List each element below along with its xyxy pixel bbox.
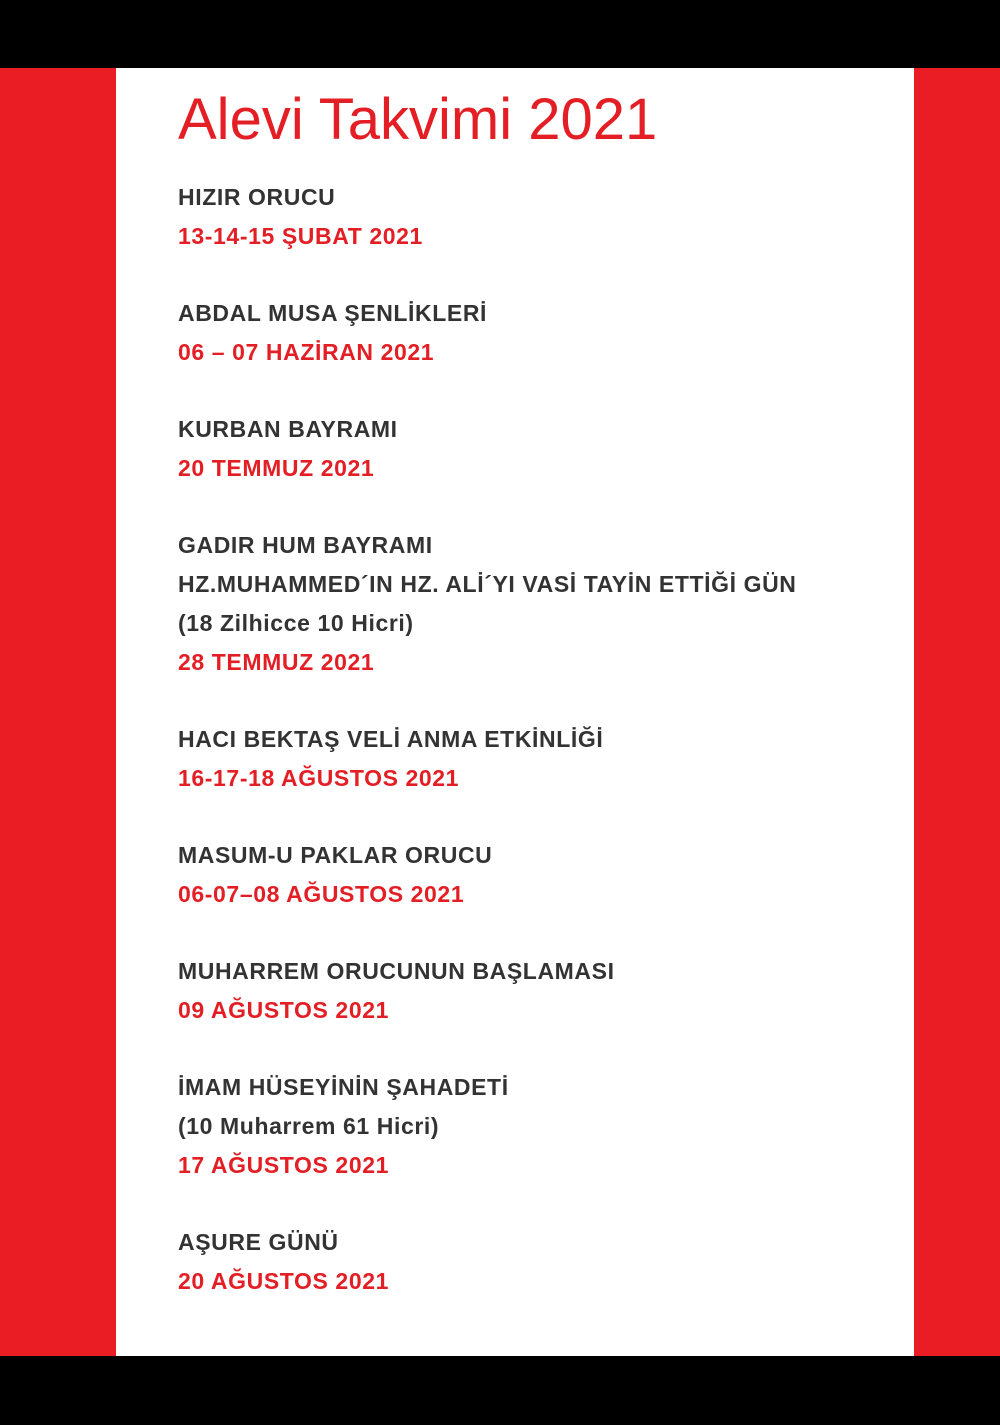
page-title: Alevi Takvimi 2021 <box>178 87 658 152</box>
event-abdal-musa <box>178 294 898 372</box>
event-kurban-bayrami <box>178 410 898 488</box>
event-date: 13-14-15 ŞUBAT 2021 <box>178 223 423 249</box>
event-hijri-note: (10 Muharrem 61 Hicri) <box>178 1113 440 1139</box>
event-date: 17 AĞUSTOS 2021 <box>178 1152 389 1178</box>
event-name: ABDAL MUSA ŞENLİKLERİ <box>178 300 488 326</box>
event-name: AŞURE GÜNÜ <box>178 1229 339 1255</box>
event-date: 16-17-18 AĞUSTOS 2021 <box>178 765 460 791</box>
event-date: 09 AĞUSTOS 2021 <box>178 997 389 1023</box>
event-asure-gunu <box>178 1223 898 1301</box>
event-haci-bektas <box>178 720 898 798</box>
event-name: MUHARREM ORUCUNUN BAŞLAMASI <box>178 958 615 984</box>
event-date: 28 TEMMUZ 2021 <box>178 649 375 675</box>
event-hizir-orucu <box>178 178 898 256</box>
event-hijri-note: (18 Zilhicce 10 Hicri) <box>178 610 414 636</box>
event-date: 06 – 07 HAZİRAN 2021 <box>178 339 435 365</box>
event-date: 20 TEMMUZ 2021 <box>178 455 375 481</box>
event-name: HACI BEKTAŞ VELİ ANMA ETKİNLİĞİ <box>178 726 604 752</box>
event-name: MASUM-U PAKLAR ORUCU <box>178 842 493 868</box>
event-name: GADIR HUM BAYRAMI <box>178 532 433 558</box>
event-description: HZ.MUHAMMED´IN HZ. ALİ´YI VASİ TAYİN ETTİĞİ GÜN <box>178 571 797 597</box>
event-date: 20 AĞUSTOS 2021 <box>178 1268 389 1294</box>
event-list <box>178 178 898 1339</box>
event-imam-huseyin <box>178 1068 898 1185</box>
event-gadir-hum <box>178 526 898 682</box>
event-masum-u-paklar <box>178 836 898 914</box>
event-name: KURBAN BAYRAMI <box>178 416 398 442</box>
event-name: HIZIR ORUCU <box>178 184 336 210</box>
event-muharrem-orucu <box>178 952 898 1030</box>
event-name: İMAM HÜSEYİNİN ŞAHADETİ <box>178 1074 509 1100</box>
calendar-page <box>116 68 914 1356</box>
event-date: 06-07–08 AĞUSTOS 2021 <box>178 881 465 907</box>
